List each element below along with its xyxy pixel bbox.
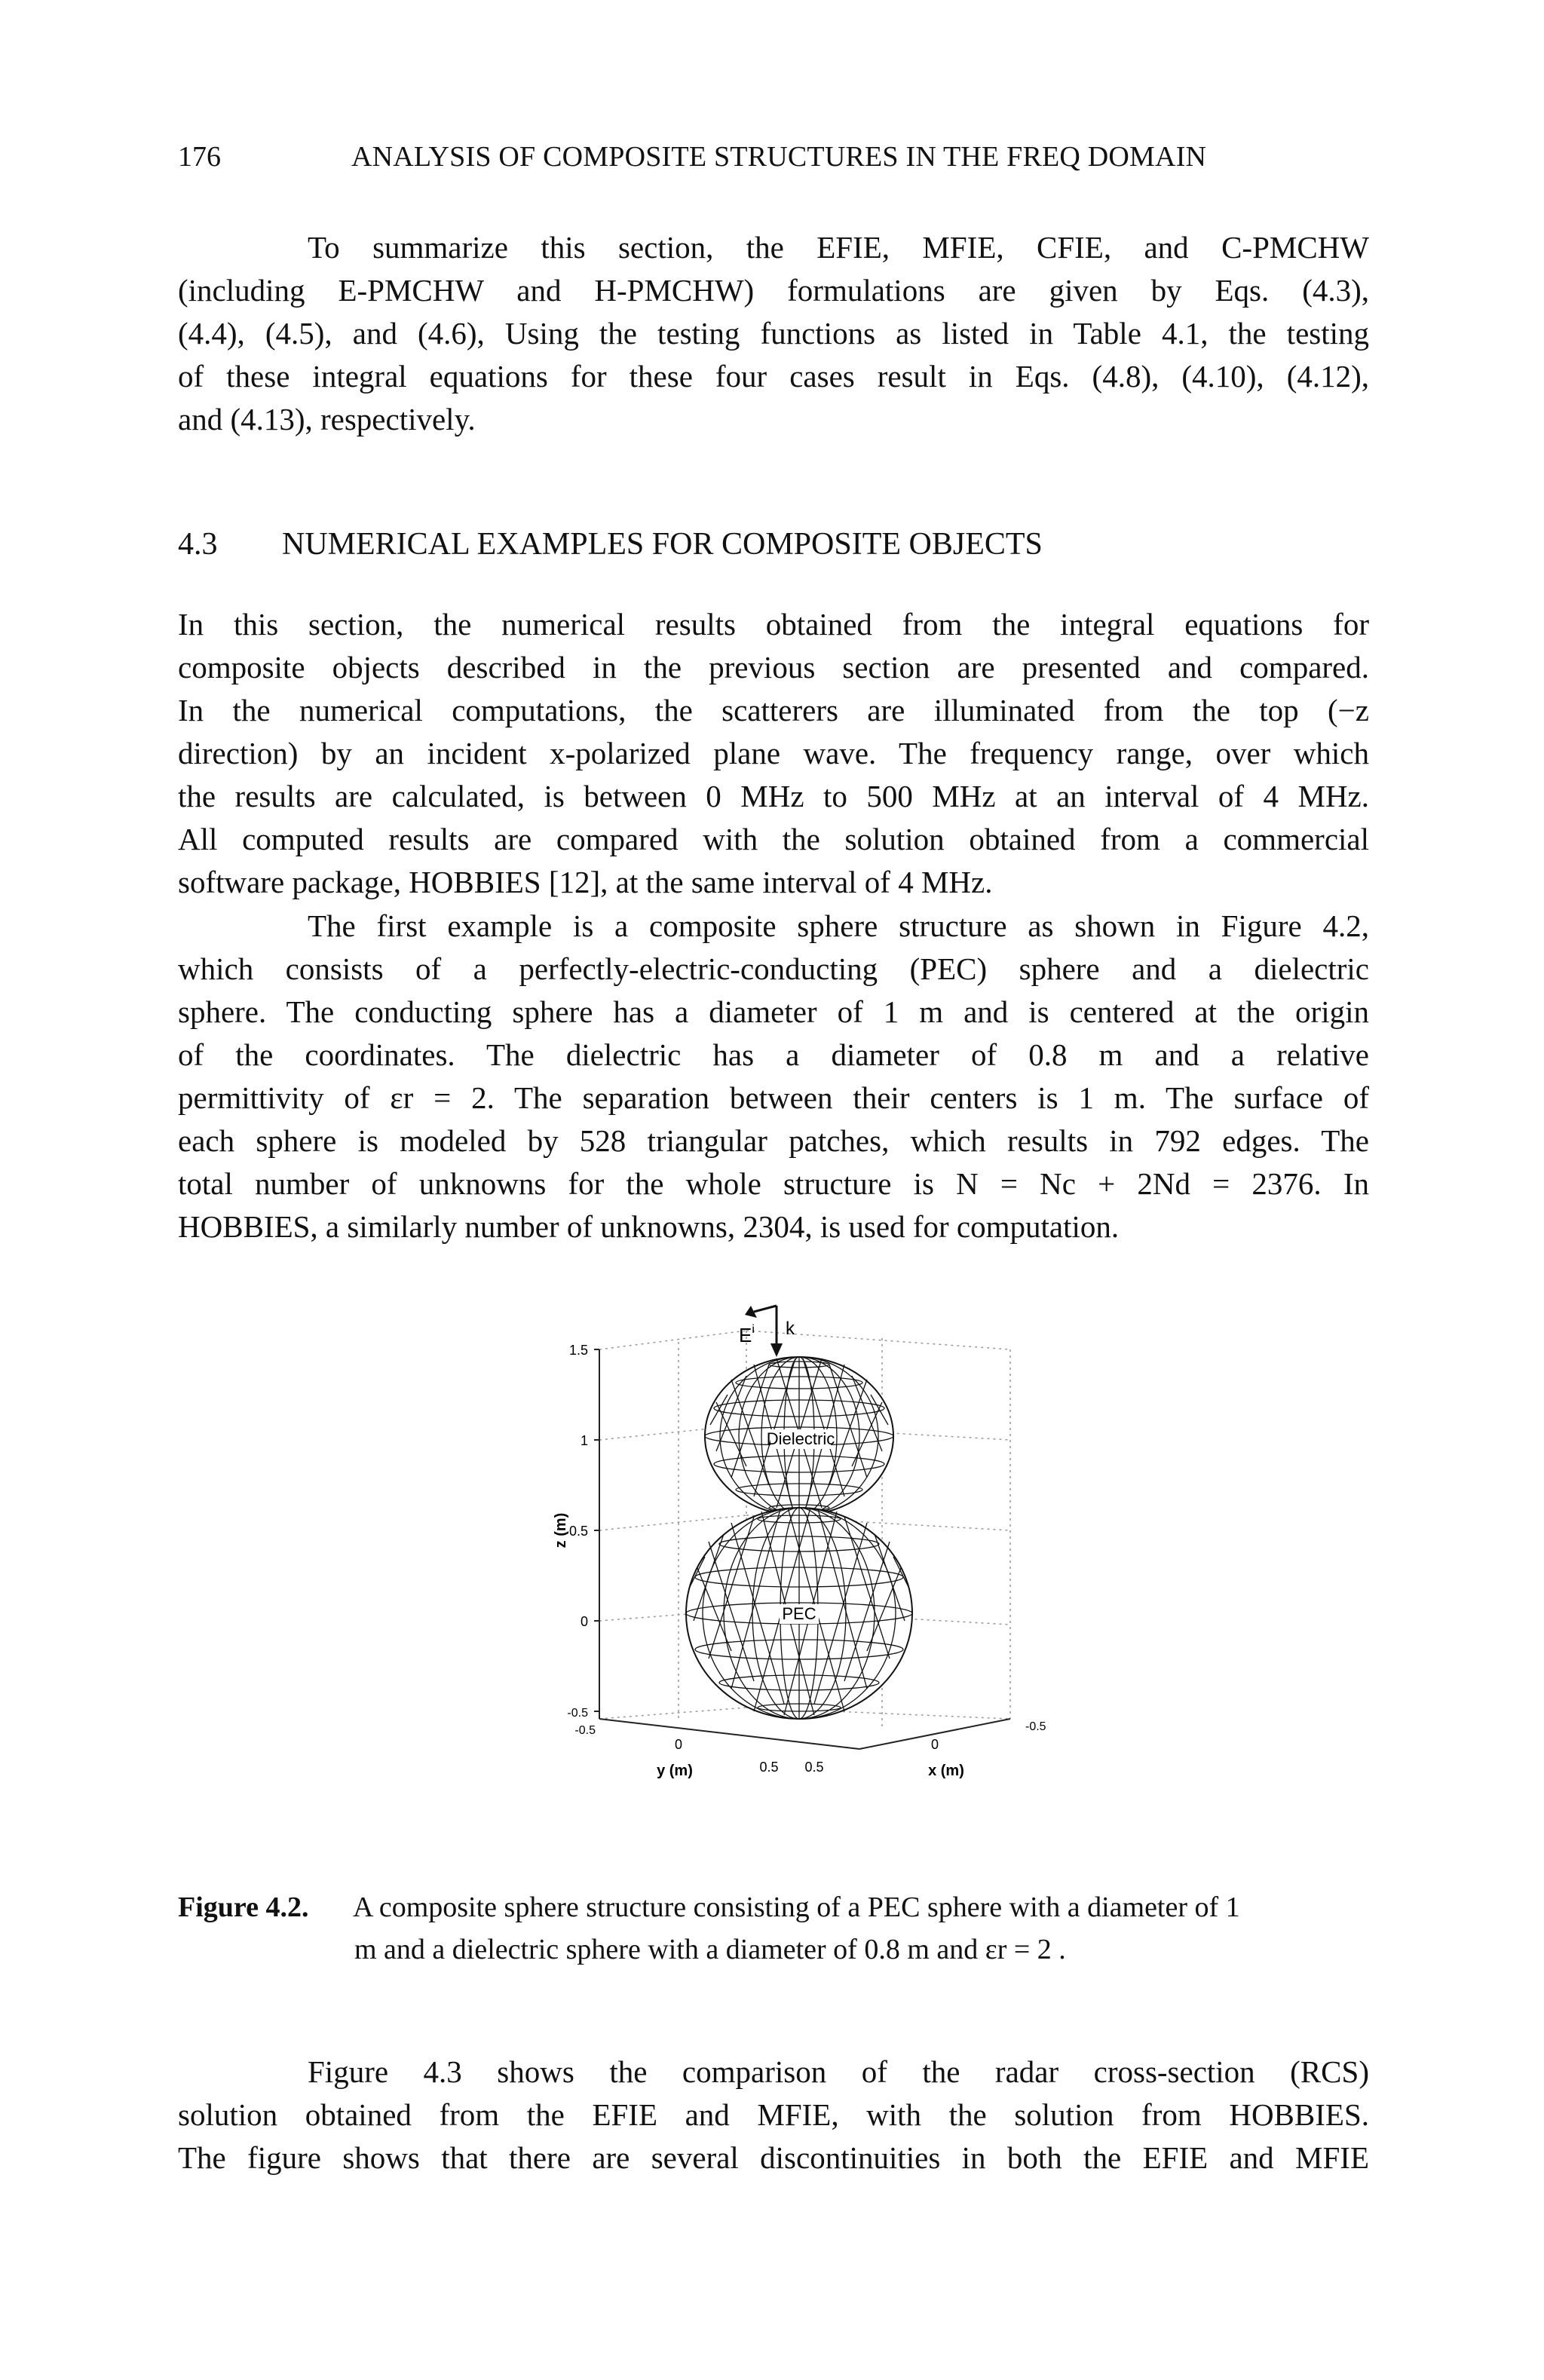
text-line: which consists of a perfectly-electric-conducting (PEC) sphere and a dielectric [178, 951, 1369, 986]
paragraph-rcs [178, 2051, 1369, 2179]
text-line: sphere. The conducting sphere has a diameter of 1 m and is centered at the origin [178, 994, 1369, 1029]
running-title: ANALYSIS OF COMPOSITE STRUCTURES IN THE FREQ DOMAIN [351, 141, 1207, 173]
z-tick-label: 1 [580, 1433, 588, 1448]
text-line: software package, HOBBIES [12], at the same interval of 4 MHz. [178, 865, 993, 899]
x-tick-label: 0.5 [804, 1760, 824, 1775]
text-line: (including E-PMCHW and H-PMCHW) formulations are given by Eqs. (4.3), [178, 273, 1369, 308]
figure-composite-spheres [528, 1289, 1071, 1877]
text-line: All computed results are compared with the solution obtained from a commercial [178, 822, 1369, 856]
z-axis-label: z (m) [553, 1512, 569, 1548]
x-axis-label: x (m) [928, 1763, 964, 1779]
caption-line: A composite sphere structure consisting of a PEC sphere with a diameter of 1 [353, 1891, 1240, 1923]
text-line: and (4.13), respectively. [178, 402, 476, 436]
paragraph-summary [178, 226, 1369, 441]
x-tick-label: 0 [930, 1737, 939, 1752]
text-line: of the coordinates. The dielectric has a diameter of 0.8 m and a relative [178, 1037, 1369, 1072]
section-number: 4.3 [178, 527, 218, 562]
e-field-label: $E^i$ [739, 1323, 755, 1346]
text-line: Figure 4.3 shows the comparison of the radar cross-section (RCS) [308, 2054, 1369, 2089]
text-line: each sphere is modeled by 528 triangular patches, which results in 792 edges. The [178, 1123, 1369, 1158]
text-line: direction) by an incident x-polarized plane wave. The frequency range, over which [178, 736, 1369, 770]
page-number: 176 [178, 141, 221, 173]
text-line: In this section, the numerical results obtained from the integral equations for [178, 607, 1369, 642]
paragraph-first-example [178, 905, 1369, 1248]
section-heading [178, 526, 1043, 562]
text-line: the results are calculated, is between 0 MHz to 500 MHz at an interval of 4 MHz. [178, 779, 1369, 813]
z-tick-label: 0.5 [568, 1524, 588, 1539]
k-vector-label: k [786, 1319, 795, 1339]
text-line: (4.4), (4.5), and (4.6), Using the testing functions as listed in Table 4.1, the testing [178, 316, 1369, 351]
paragraph-intro [178, 603, 1369, 904]
text-line: of these integral equations for these four cases result in Eqs. (4.8), (4.10), (4.12), [178, 359, 1369, 394]
x-tick-label: -0.5 [1025, 1720, 1046, 1733]
y-tick-label: 0.5 [759, 1760, 779, 1775]
z-tick-label: 1.5 [568, 1343, 588, 1358]
text-line: permittivity of εr = 2. The separation between their centers is 1 m. The surface of [178, 1080, 1369, 1115]
text-line: The first example is a composite sphere structure as shown in Figure 4.2, [308, 908, 1369, 943]
section-title: NUMERICAL EXAMPLES FOR COMPOSITE OBJECTS [282, 527, 1043, 562]
text-line: HOBBIES, a similarly number of unknowns, 2304, is used for computation. [178, 1209, 1120, 1244]
text-line: solution obtained from the EFIE and MFIE, with the solution from HOBBIES. [178, 2097, 1369, 2132]
text-line: total number of unknowns for the whole structure is N = Nc + 2Nd = 2376. In [178, 1166, 1369, 1201]
text-line: composite objects described in the previous section are presented and compared. [178, 650, 1369, 685]
text-line: To summarize this section, the EFIE, MFIE, CFIE, and C-PMCHW [308, 230, 1369, 265]
caption-text [353, 1886, 1363, 1971]
y-tick-label: -0.5 [574, 1724, 596, 1737]
z-tick-label: 0 [580, 1614, 588, 1629]
dielectric-label: Dielectric [766, 1429, 835, 1448]
running-header [178, 140, 1369, 182]
caption-label: Figure 4.2. [178, 1891, 309, 1923]
text-line: The figure shows that there are several discontinuities in both the EFIE and MFIE [178, 2140, 1369, 2175]
y-tick-label: 0 [674, 1737, 683, 1752]
z-tick-label: -0.5 [567, 1707, 588, 1720]
text-line: In the numerical computations, the scatterers are illuminated from the top (−z [178, 693, 1369, 727]
caption-line: m and a dielectric sphere with a diameter of 0.8 m and εr = 2 . [354, 1934, 1066, 1965]
y-axis-label: y (m) [657, 1763, 693, 1779]
pec-label: PEC [782, 1604, 816, 1623]
